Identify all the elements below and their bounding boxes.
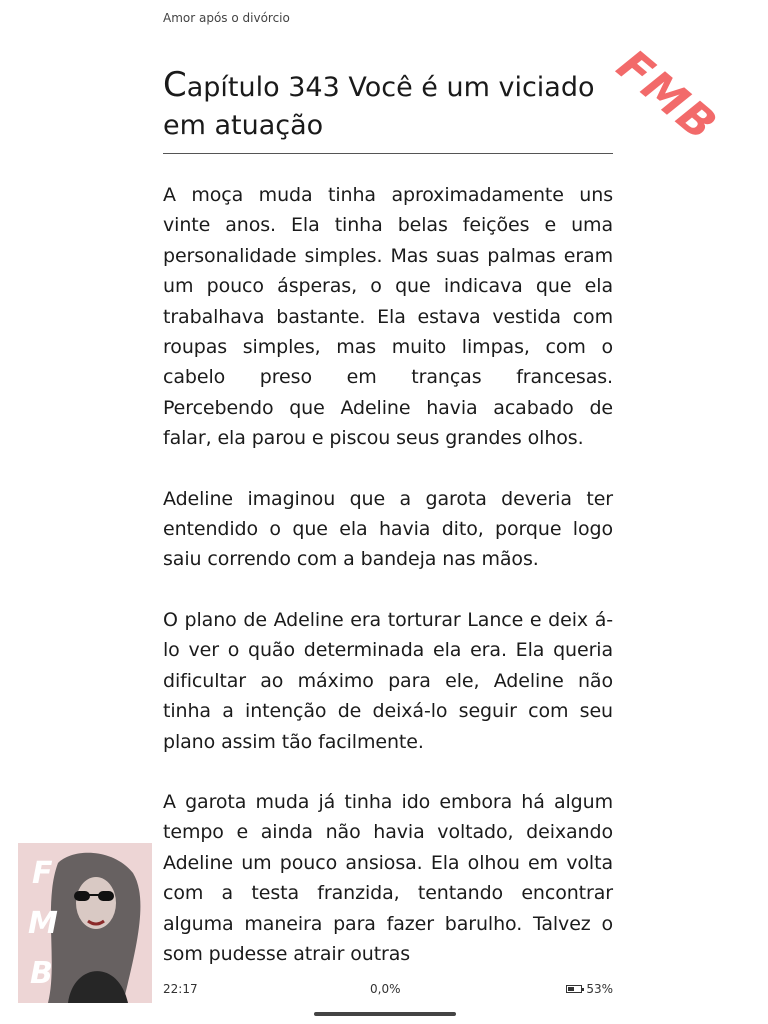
chapter-content[interactable] xyxy=(163,180,613,999)
battery-indicator xyxy=(566,982,613,996)
home-indicator[interactable] xyxy=(314,1012,456,1016)
corner-logo-graphic xyxy=(18,843,152,1003)
battery-icon xyxy=(566,985,582,993)
book-title: Amor após o divórcio xyxy=(163,11,290,25)
chapter-title-text: apítulo 343 Você é um viciado em atuação xyxy=(163,72,595,141)
battery-percent: 53% xyxy=(586,982,613,996)
paragraph: A garota muda já tinha ido embora há algum tempo e ainda não havia voltado, deixando Adeline um pouco ansiosa. Ela olhou em volta com a testa franzida, tentando encontrar alguma maneira para fazer barulho. Talvez o som pudesse atrair outras xyxy=(163,790,613,965)
watermark-text: FMB xyxy=(607,40,727,152)
logo-letter-m: M xyxy=(28,906,58,941)
title-divider xyxy=(163,153,613,154)
logo-letter-f: F xyxy=(32,856,53,891)
corner-logo-image xyxy=(18,843,152,1003)
chapter-title xyxy=(163,66,613,145)
logo-letter-b: B xyxy=(30,956,53,991)
chapter-title-initial: C xyxy=(163,65,187,105)
clock: 22:17 xyxy=(163,982,198,996)
paragraph: Adeline imaginou que a garota deveria ter entendido o que ela havia dito, porque logo saiu correndo com a bandeja nas mãos. xyxy=(163,487,613,571)
paragraph: O plano de Adeline era torturar Lance e deix á-lo ver o quão determinada ela era. Ela queria dificultar ao máximo para ele, Adeline não tinha a intenção de deixá-lo seguir com seu plano assim tão facilmente. xyxy=(163,608,613,753)
reading-progress: 0,0% xyxy=(370,982,401,996)
reader-status-bar xyxy=(163,982,613,998)
paragraph: A moça muda tinha aproximadamente uns vinte anos. Ela tinha belas feições e uma personalidade simples. Mas suas palmas eram um pouco ásperas, o que indicava que ela trabalhava bastante. Ela estava vestida com roupas simples, mas muito limpas, com o cabelo preso em tranças francesas. Percebendo que Adeline havia acabado de falar, ela parou e piscou seus grandes olhos. xyxy=(163,184,613,450)
